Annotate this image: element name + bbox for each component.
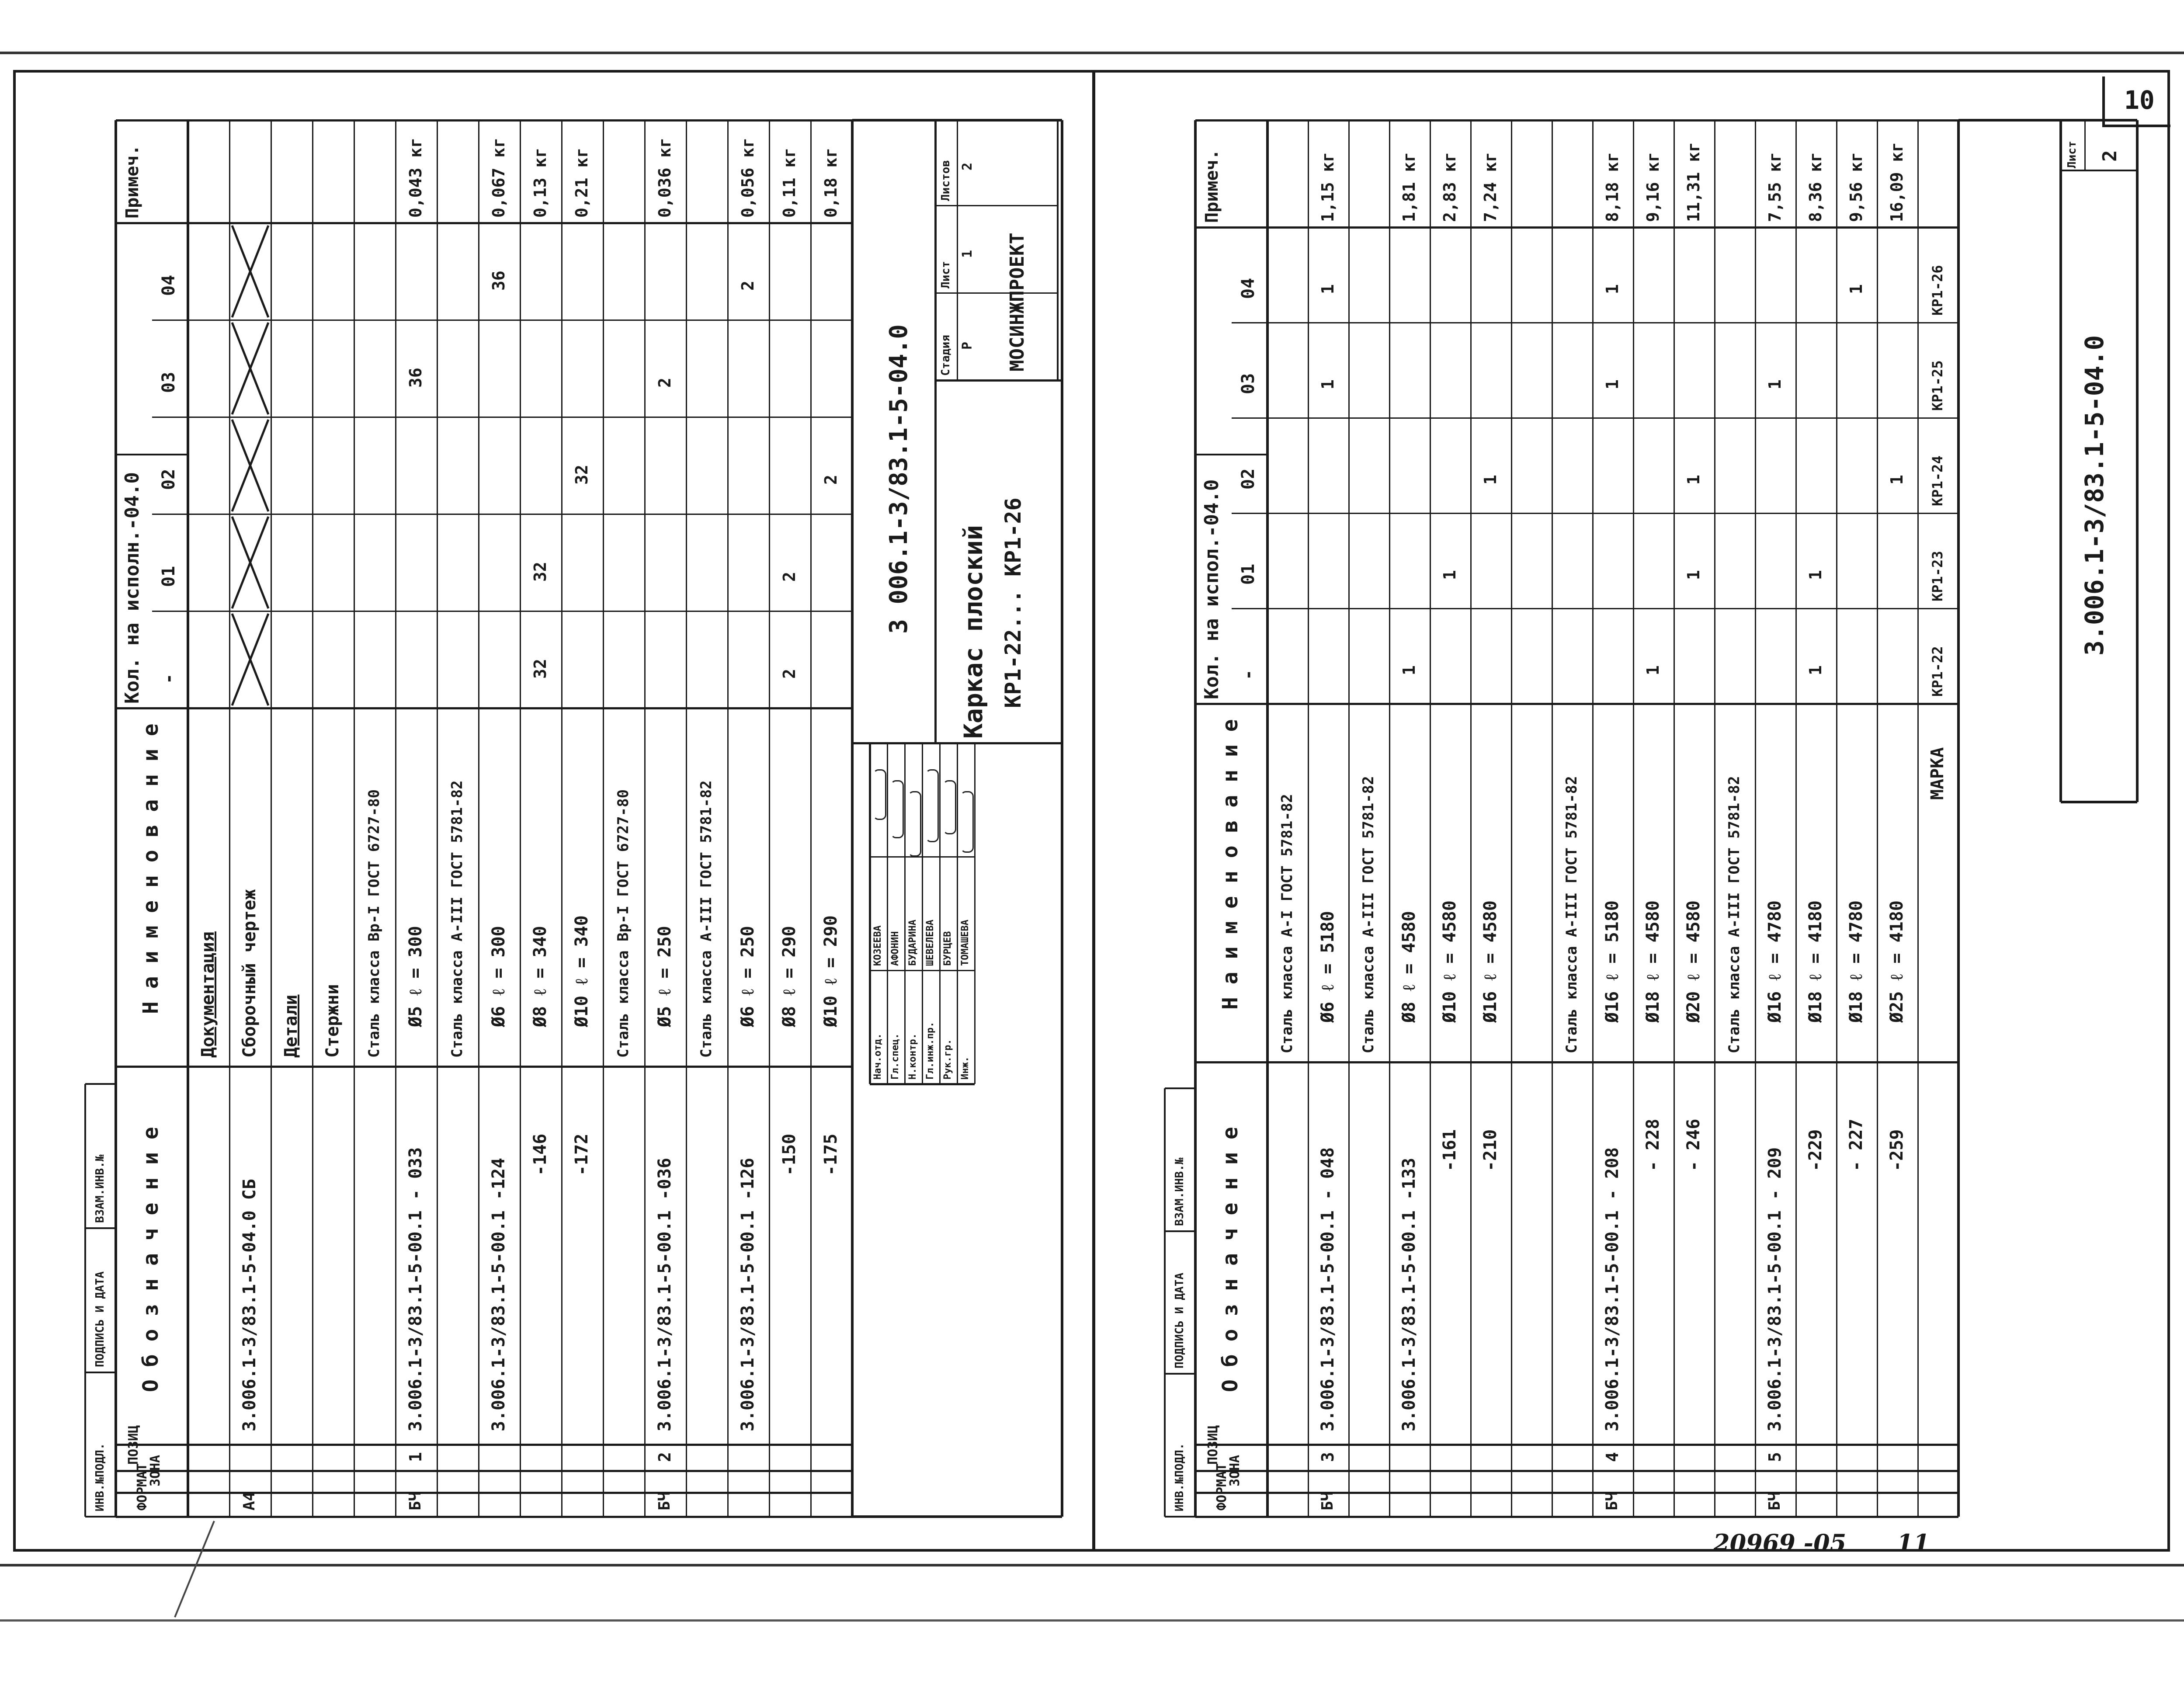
right-row-rule xyxy=(1592,120,1594,1517)
left-tb-bottom xyxy=(852,1515,1062,1518)
left-row-rule xyxy=(478,120,479,1517)
left-tb-stage-row xyxy=(957,120,958,380)
right-cell-designation: 3.006.1-3/83.1-5-00.1 - 209 xyxy=(1764,1147,1785,1431)
right-stamp-0: ИНВ.№ПОДЛ. xyxy=(1173,1443,1186,1511)
left-hdr-format: ФОРМАТ xyxy=(135,1463,150,1511)
left-row-rule xyxy=(354,120,355,1517)
left-qty-cross xyxy=(229,611,271,708)
right-hdr-zone: ЗОНА xyxy=(1227,1455,1243,1487)
right-cell-name: МАРКА xyxy=(1927,747,1948,800)
left-cell-name: Детали xyxy=(281,994,301,1058)
scan-edge-top xyxy=(0,52,2184,54)
left-row-rule xyxy=(769,120,770,1517)
left-cell-note: 0,18 кг xyxy=(821,147,840,218)
left-band-rule xyxy=(116,1492,852,1494)
left-tb-right xyxy=(1061,120,1063,1517)
right-cell-designation: -229 xyxy=(1805,1129,1826,1171)
left-cell-name: Ø5 ℓ = 300 xyxy=(405,926,426,1027)
right-cell-name: Ø6 ℓ = 5180 xyxy=(1317,911,1338,1023)
left-tb-sign-row xyxy=(974,743,976,1084)
right-band-rule xyxy=(1195,1516,1958,1518)
left-hdr-qty-4: 04 xyxy=(158,274,179,296)
left-tb-sign-row xyxy=(957,743,958,1084)
left-cell-qty: 36 xyxy=(489,271,508,291)
signature xyxy=(961,791,974,853)
right-row-rule xyxy=(1674,120,1675,1517)
left-cell-designation: 3.006.1-3/83.1-5-00.1 -126 xyxy=(737,1157,758,1431)
right-hdr-qty-2: 02 xyxy=(1238,468,1258,490)
right-cell-qty: 1 xyxy=(1440,570,1459,580)
right-tb-top xyxy=(1958,119,2137,122)
left-cell-qty: 32 xyxy=(530,562,550,582)
right-cell-name: Ø18 ℓ = 4580 xyxy=(1642,900,1663,1023)
left-row-rule xyxy=(851,120,854,1517)
right-cell-qty: 1 xyxy=(1684,570,1703,580)
left-row-rule xyxy=(686,120,687,1517)
left-qty-cross xyxy=(229,320,271,417)
right-cell-qty: 1 xyxy=(1643,665,1663,675)
right-cell-name: Ø16 ℓ = 5180 xyxy=(1602,900,1622,1023)
right-hdr-designation: О б о з н а ч е н и е xyxy=(1218,1127,1243,1392)
right-cell-pos: 5 xyxy=(1765,1452,1785,1462)
right-stamp-left xyxy=(1164,1088,1166,1517)
left-tb-stage: Р xyxy=(959,341,975,350)
left-tb-role: Гл.спец. xyxy=(889,1033,901,1080)
left-tb-cell-rule xyxy=(935,205,1058,206)
right-cell-note: 9,56 кг xyxy=(1846,152,1866,222)
right-band-rule xyxy=(1195,703,1958,705)
left-row-rule xyxy=(603,120,604,1517)
left-tb-name: БУРЦЕВ xyxy=(942,931,953,966)
left-row-rule xyxy=(520,120,521,1517)
right-row-rule xyxy=(1795,120,1797,1517)
right-cell-designation: -161 xyxy=(1439,1129,1460,1171)
right-cell-qty: КР1-26 xyxy=(1929,265,1946,316)
left-cell-format: БЧ xyxy=(655,1491,674,1511)
left-hdr-qty-2: 02 xyxy=(158,469,179,490)
left-stamp-rule xyxy=(85,1516,116,1518)
right-tb-sheet-rule xyxy=(2061,170,2137,171)
left-stamp-1: ПОДПИСЬ И ДАТА xyxy=(93,1271,107,1367)
left-cell-qty: 32 xyxy=(572,465,591,485)
right-cell-qty: 1 xyxy=(1318,379,1337,389)
left-tb-stage-rule xyxy=(1057,120,1059,380)
right-cell-note: 8,36 кг xyxy=(1806,152,1825,222)
left-cell-qty: 2 xyxy=(821,475,840,485)
right-cell-qty: 1 xyxy=(1480,474,1500,485)
right-qty-col-rule xyxy=(1232,513,1959,514)
left-cell-note: 0,036 кг xyxy=(655,137,674,218)
right-cell-designation: -210 xyxy=(1480,1129,1500,1171)
right-row-rule xyxy=(1511,120,1512,1517)
left-cell-designation: -150 xyxy=(779,1133,799,1176)
right-cell-name: Ø16 ℓ = 4780 xyxy=(1764,900,1785,1023)
left-cell-pos: 2 xyxy=(655,1452,674,1462)
right-cell-designation: 3.006.1-3/83.1-5-00.1 - 208 xyxy=(1602,1147,1622,1431)
right-hdr-qty-title: Кол. на испол.-04.0 xyxy=(1200,479,1223,699)
left-cell-format: БЧ xyxy=(406,1491,424,1511)
right-cell-designation: - 228 xyxy=(1642,1118,1663,1171)
right-cell-qty: 1 xyxy=(1684,474,1703,485)
right-hdr-qty-4: 04 xyxy=(1238,278,1258,299)
left-cell-name: Ø8 ℓ = 290 xyxy=(779,926,799,1027)
right-cell-name: Ø10 ℓ = 4580 xyxy=(1439,900,1460,1023)
left-cell-qty: 2 xyxy=(655,378,674,388)
left-cell-note: 0,21 кг xyxy=(572,147,591,218)
right-qty-col-rule xyxy=(1232,417,1959,419)
left-cell-name: Сборочный чертеж xyxy=(239,889,260,1058)
right-cell-designation: -259 xyxy=(1886,1129,1907,1171)
left-row-rule xyxy=(312,120,313,1517)
right-cell-qty: 1 xyxy=(1765,379,1785,389)
left-cell-qty: 36 xyxy=(406,368,425,388)
right-stamp-2: ВЗАМ.ИНВ.№ xyxy=(1173,1157,1186,1226)
right-cell-format: БЧ xyxy=(1318,1491,1337,1511)
right-stamp-1: ПОДПИСЬ И ДАТА xyxy=(1173,1273,1186,1369)
left-hdr-name: Н а и м е н о в а н и е xyxy=(139,723,163,1014)
right-hdr-qty-1: 01 xyxy=(1238,563,1258,585)
right-row-rule xyxy=(1470,120,1472,1517)
right-hdr-name: Н а и м е н о в а н и е xyxy=(1218,719,1243,1010)
left-cell-note: 0,043 кг xyxy=(406,137,425,218)
left-hdr-zone: ЗОНА xyxy=(148,1455,163,1487)
right-cell-qty: КР1-25 xyxy=(1929,360,1946,411)
right-stamp-rule xyxy=(1165,1373,1195,1375)
archive-number: 20969 -05 xyxy=(1713,1529,1847,1557)
left-band-rule xyxy=(116,1444,852,1446)
right-cell-format: БЧ xyxy=(1765,1491,1784,1511)
left-tb-name: АФОНИН xyxy=(889,931,901,966)
right-row-rule xyxy=(1755,120,1756,1517)
left-tb-sign-row xyxy=(904,743,906,1084)
left-tb-name: ТОМАШЕВА xyxy=(959,920,971,966)
left-cell-name: Документация xyxy=(198,931,218,1058)
left-row-rule xyxy=(727,120,729,1517)
left-qty-cross xyxy=(229,514,271,611)
left-tb-sign-row xyxy=(887,743,888,1084)
left-hdr-qty-3: 03 xyxy=(158,372,179,393)
right-cell-note: 2,83 кг xyxy=(1440,152,1459,222)
left-cell-format: А4 xyxy=(240,1491,258,1511)
left-tb-doc-code: 3 006.1-3/83.1-5-04.0 xyxy=(885,324,913,634)
right-cell-name: Ø8 ℓ = 4580 xyxy=(1399,911,1419,1023)
right-cell-note: 16,09 кг xyxy=(1887,142,1906,222)
right-row-rule xyxy=(1348,120,1350,1517)
left-band-rule xyxy=(116,222,852,224)
left-cell-qty: 32 xyxy=(530,659,550,679)
pencil-stroke xyxy=(166,1517,227,1622)
right-tb-bottom xyxy=(2061,801,2137,803)
right-hdr-note: Примеч. xyxy=(1202,149,1222,223)
left-stamp-rule xyxy=(85,1372,116,1373)
right-hdr-format: ФОРМАТ xyxy=(1214,1463,1229,1511)
right-tb-left xyxy=(1957,120,1960,1517)
left-band-rule xyxy=(116,707,852,709)
right-cell-name: Ø18 ℓ = 4780 xyxy=(1846,900,1866,1023)
right-band-rule xyxy=(1195,226,1958,229)
right-band-rule xyxy=(1195,119,1958,122)
left-cell-designation: -146 xyxy=(530,1133,550,1176)
right-row-rule xyxy=(1552,120,1553,1517)
right-cell-note: 7,24 кг xyxy=(1480,152,1500,222)
right-hdr-pos: ПОЗИЦ xyxy=(1205,1425,1221,1465)
right-tb-right xyxy=(2136,120,2139,802)
left-band-rule xyxy=(116,1470,852,1472)
right-cell-qty: 1 xyxy=(1602,284,1622,294)
left-tb-sheet: 1 xyxy=(959,250,975,258)
right-cell-qty: 1 xyxy=(1602,379,1622,389)
right-qty-col-rule xyxy=(1232,322,1959,323)
left-cell-name: Сталь класса Вр-I ГОСТ 6727-80 xyxy=(614,789,632,1058)
left-tb-subtitle: КР1-22... КР1-26 xyxy=(1000,497,1026,708)
right-hdr-qty-3: 03 xyxy=(1238,373,1258,394)
right-cell-qty: КР1-22 xyxy=(1929,646,1946,697)
left-cell-note: 0,067 кг xyxy=(489,137,508,218)
right-row-rule xyxy=(1308,120,1309,1517)
right-band-rule xyxy=(1195,1492,1958,1494)
left-cell-name: Ø5 ℓ = 250 xyxy=(654,926,675,1027)
left-tb-sign-col xyxy=(870,856,975,858)
right-tb-doc-code: 3.006.1-3/83.1-5-04.0 xyxy=(2080,335,2110,656)
right-cell-pos: 3 xyxy=(1318,1452,1337,1462)
right-cell-format: БЧ xyxy=(1603,1491,1621,1511)
right-cell-qty: 1 xyxy=(1846,284,1866,294)
right-cell-qty: 1 xyxy=(1318,284,1337,294)
signature xyxy=(873,769,886,820)
left-hdr-designation: О б о з н а ч е н и е xyxy=(139,1127,163,1392)
left-tb-org: МОСИНЖПРОЕКТ xyxy=(1006,233,1028,372)
left-tb-role: Инж. xyxy=(959,1056,971,1080)
left-hdr-qty-1: 01 xyxy=(158,566,179,587)
right-stamp-rule xyxy=(1165,1516,1195,1518)
right-cell-name: Ø16 ℓ = 4580 xyxy=(1480,900,1500,1023)
signature xyxy=(943,780,956,834)
left-tb-code-rule xyxy=(934,120,937,743)
right-cell-note: 1,15 кг xyxy=(1318,152,1337,222)
right-cell-qty: 1 xyxy=(1887,474,1906,485)
right-cell-qty: 1 xyxy=(1399,665,1419,675)
left-tb-role: Рук.гр. xyxy=(942,1039,953,1080)
right-tb-sheet-split xyxy=(2084,120,2086,170)
left-header-rule xyxy=(187,120,189,1517)
left-cell-name: Ø8 ℓ = 340 xyxy=(530,926,550,1027)
left-hdr-qty-title: Кол. на исполн.-04.0 xyxy=(121,472,143,704)
right-header-rule xyxy=(1266,120,1269,1517)
left-tb-name: ШЕВЕЛЕВА xyxy=(924,920,936,966)
left-stamp-rule xyxy=(85,1227,116,1229)
left-tb-sign-row xyxy=(922,743,923,1084)
right-row-rule xyxy=(1917,120,1919,1517)
left-hdr-pos: ПОЗИЦ xyxy=(126,1425,141,1465)
left-table-left xyxy=(115,120,117,1517)
left-tb-sheets: 2 xyxy=(959,162,975,170)
right-row-rule xyxy=(1714,120,1715,1517)
left-cell-note: 0,13 кг xyxy=(530,147,550,218)
left-tb-sign-row xyxy=(869,743,871,1084)
right-cell-name: Ø25 ℓ = 4180 xyxy=(1886,900,1907,1023)
right-tb-sheet-no: 2 xyxy=(2098,150,2121,162)
right-cell-qty: КР1-23 xyxy=(1929,551,1946,601)
left-stamp-0: ИНВ.№ПОДЛ. xyxy=(93,1443,107,1511)
left-row-rule xyxy=(561,120,562,1517)
left-tb-cell-rule xyxy=(935,292,1058,294)
left-cell-designation: -172 xyxy=(571,1133,592,1176)
left-stamp-left xyxy=(84,1084,86,1517)
left-tb-sheets-h: Листов xyxy=(939,160,952,201)
right-table-left xyxy=(1194,120,1197,1517)
left-cell-designation: 3.006.1-3/83.1-5-04.0 СБ xyxy=(239,1179,260,1431)
right-cell-qty: 1 xyxy=(1806,570,1825,580)
left-tb-sign-bottom xyxy=(870,1083,975,1085)
right-cell-name: Сталь класса А-III ГОСТ 5781-82 xyxy=(1725,776,1743,1053)
scan-edge-bottom xyxy=(0,1564,2184,1566)
right-cell-designation: - 246 xyxy=(1683,1118,1704,1171)
scan-edge-bottom-2 xyxy=(0,1619,2184,1622)
left-cell-designation: 3.006.1-3/83.1-5-00.1 -124 xyxy=(488,1157,509,1431)
left-cell-name: Ø6 ℓ = 300 xyxy=(488,926,509,1027)
right-cell-name: Сталь класса А-III ГОСТ 5781-82 xyxy=(1562,776,1580,1053)
left-cell-note: 0,056 кг xyxy=(738,137,757,218)
left-cell-name: Ø6 ℓ = 250 xyxy=(737,926,758,1027)
right-cell-note: 9,16 кг xyxy=(1643,152,1663,222)
right-cell-qty: 1 xyxy=(1806,665,1825,675)
left-cell-name: Сталь класса А-III ГОСТ 5781-82 xyxy=(448,780,466,1058)
left-tb-sheet-h: Лист xyxy=(939,261,952,288)
right-row-rule xyxy=(1877,120,1878,1517)
archive-page: 11 xyxy=(1897,1529,1930,1557)
left-cell-note: 0,11 кг xyxy=(779,147,799,218)
right-cell-designation: - 227 xyxy=(1846,1118,1866,1171)
right-qty-title-rule xyxy=(1195,454,1267,455)
right-cell-name: Ø20 ℓ = 4580 xyxy=(1683,900,1704,1023)
right-band-rule xyxy=(1195,1470,1958,1472)
right-stamp-rule xyxy=(1165,1087,1195,1089)
right-cell-name: Сталь класса А-III ГОСТ 5781-82 xyxy=(1359,776,1377,1053)
left-hdr-note: Примеч. xyxy=(122,145,142,219)
left-cell-designation: 3.006.1-3/83.1-5-00.1 -036 xyxy=(654,1157,675,1431)
left-stamp-rule xyxy=(85,1083,116,1085)
right-cell-pos: 4 xyxy=(1602,1452,1622,1462)
signature xyxy=(908,791,921,857)
left-row-rule xyxy=(437,120,438,1517)
left-row-rule xyxy=(810,120,812,1517)
left-cell-designation: -175 xyxy=(820,1133,841,1176)
left-tb-org-rule xyxy=(935,379,1062,382)
right-cell-note: 8,18 кг xyxy=(1602,152,1622,222)
right-cell-qty: КР1-24 xyxy=(1929,455,1946,506)
right-cell-name: Сталь класса А-I ГОСТ 5781-82 xyxy=(1278,794,1296,1053)
left-stamp-2: ВЗАМ.ИНВ.№ xyxy=(93,1154,107,1223)
right-cell-name: Ø18 ℓ = 4180 xyxy=(1805,900,1826,1023)
left-band-rule xyxy=(116,1516,852,1518)
right-hdr-qty-0: - xyxy=(1238,669,1258,680)
left-qty-title-rule xyxy=(116,454,188,455)
right-cell-designation: 3.006.1-3/83.1-5-00.1 - 048 xyxy=(1317,1147,1338,1431)
signature xyxy=(891,780,904,838)
left-tb-role: Гл.инж.пр. xyxy=(924,1021,936,1080)
right-band-rule xyxy=(1195,1444,1958,1446)
left-tb-sign-row xyxy=(939,743,941,1084)
right-tb-main xyxy=(2059,120,2062,802)
right-row-rule xyxy=(1389,120,1390,1517)
left-tb-stage-h: Стадия xyxy=(939,335,952,376)
left-qty-cross xyxy=(229,223,271,320)
page-number: 10 xyxy=(2124,85,2155,115)
left-tb-name: БУДАРИНА xyxy=(907,920,918,966)
left-qty-cross xyxy=(229,417,271,514)
right-tb-sheet-label: Лист xyxy=(2065,141,2079,168)
left-tb-title: Каркас плоский xyxy=(958,525,989,739)
left-cell-qty: 2 xyxy=(779,572,799,582)
left-cell-qty: 2 xyxy=(779,669,799,679)
right-cell-note: 7,55 кг xyxy=(1765,152,1785,222)
left-cell-designation: 3.006.1-3/83.1-5-00.1 - 033 xyxy=(405,1147,426,1431)
left-cell-pos: 1 xyxy=(406,1452,425,1462)
right-row-rule xyxy=(1430,120,1431,1517)
right-row-rule xyxy=(1836,120,1837,1517)
left-tb-sign-col xyxy=(870,970,975,971)
left-cell-name: Ø10 ℓ = 290 xyxy=(820,915,841,1027)
right-cell-note: 11,31 кг xyxy=(1684,142,1703,222)
left-tb-name: КОЗЕЕВА xyxy=(872,925,883,966)
left-band-rule xyxy=(116,1066,852,1068)
left-cell-name: Сталь класса А-III ГОСТ 5781-82 xyxy=(697,780,715,1058)
left-cell-qty: 2 xyxy=(738,281,757,291)
right-cell-note: 1,81 кг xyxy=(1399,152,1419,222)
signature xyxy=(926,769,939,842)
right-stamp-rule xyxy=(1165,1230,1195,1232)
right-cell-designation: 3.006.1-3/83.1-5-00.1 -133 xyxy=(1399,1157,1419,1431)
left-row-rule xyxy=(644,120,646,1517)
left-cell-name: Сталь класса Вр-I ГОСТ 6727-80 xyxy=(365,789,383,1058)
left-cell-name: Ø10 ℓ = 340 xyxy=(571,915,592,1027)
right-row-rule xyxy=(1633,120,1634,1517)
right-band-rule xyxy=(1195,1061,1958,1063)
right-qty-col-rule xyxy=(1232,608,1959,609)
left-cell-name: Стержни xyxy=(322,984,343,1058)
left-tb-role: Нач.отд. xyxy=(872,1033,883,1080)
left-tb-role: Н.контр. xyxy=(907,1033,918,1080)
left-row-rule xyxy=(395,120,396,1517)
left-band-rule xyxy=(116,119,852,122)
left-hdr-qty-0: - xyxy=(158,673,179,684)
